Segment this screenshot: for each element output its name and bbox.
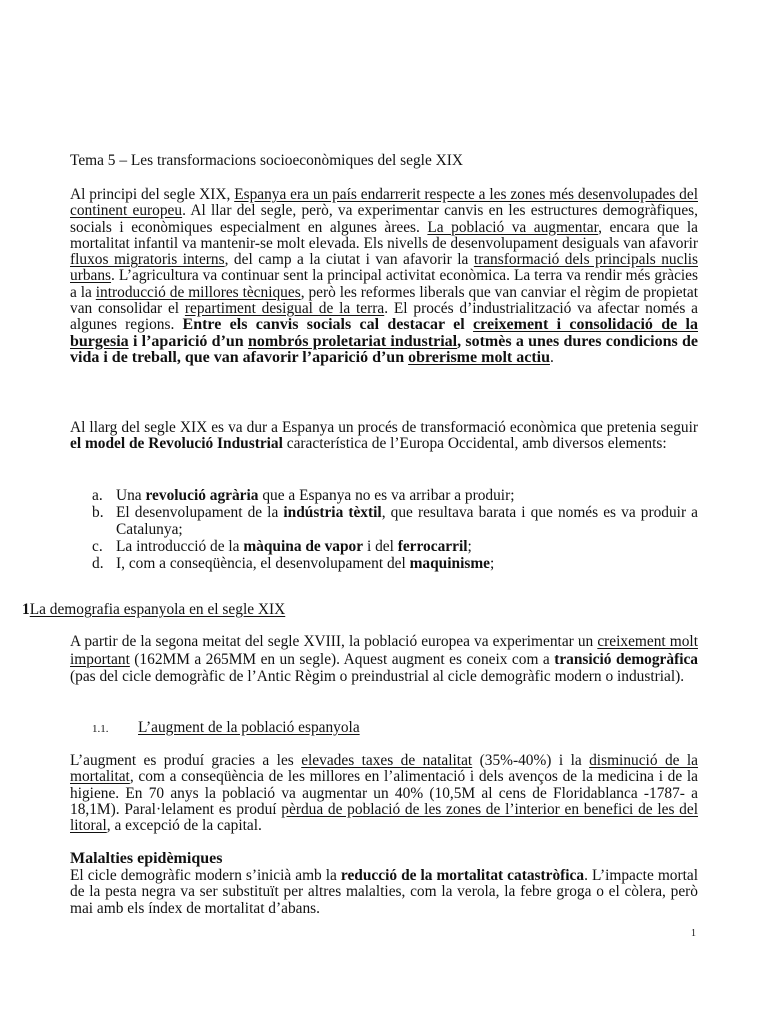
section-number: 1	[22, 601, 30, 618]
text-run: La introducció de la	[116, 537, 244, 555]
bold-text: maquinisme	[409, 555, 490, 573]
industrial-paragraph	[70, 420, 698, 453]
list-marker: d.	[92, 555, 104, 573]
text-run: L’augment es produí gracies a les	[70, 752, 302, 769]
text-run: , encara que la mortalitat infantil va mantenir-se molt elevada. Els nivells de desenvolupament desiguals van afavorir	[70, 218, 698, 252]
underlined-text: repartiment desigual de la terra	[184, 300, 385, 318]
text-run: . L’agricultura va continuar sent la principal activitat econòmica. La terra va rendir més gràcies a la	[70, 267, 698, 301]
intro-paragraph	[70, 187, 698, 366]
bold-text: ferrocarril	[397, 537, 468, 555]
section-title: L’augment de la població espanyola	[138, 719, 360, 736]
text-run: .	[549, 348, 554, 366]
list-item	[70, 556, 698, 572]
text-run: , però les reformes liberals que van canviar el règim de propietat van consolidar el	[70, 283, 698, 318]
underlined-text: elevades taxes de natalitat	[301, 752, 473, 769]
text-run: , a excepció de la capital.	[106, 817, 262, 835]
page-number: 1	[691, 928, 696, 939]
bold-text: Entre els canvis socials cal destacar el	[182, 316, 474, 334]
section-heading-1-1	[92, 719, 360, 738]
list-item	[70, 539, 698, 555]
list-marker: c.	[92, 537, 103, 555]
bold-text: reducció de la mortalitat catastròfica	[340, 867, 585, 884]
list-item	[70, 505, 698, 538]
section-heading-1	[22, 601, 285, 619]
text-run: Al llarg del segle XIX es va dur a Espanya un procés de transformació econòmica que pretenia seguir	[70, 419, 698, 436]
population-paragraph	[70, 753, 698, 834]
section-number: 1.1.	[92, 723, 109, 735]
section-title: La demografia espanyola en el segle XIX	[29, 601, 286, 618]
bold-text: indústria tèxtil	[283, 504, 382, 522]
text-run: El desenvolupament de la	[116, 504, 284, 522]
bold-underlined-text: creixement i consolidació de la burgesia	[70, 316, 699, 350]
text-run: . L’impacte mortal de la pesta negra va ser substituït per altres malalties, com la verola, la febre groga o el còlera, però mai amb els índex de mortalitat d’abans.	[70, 867, 698, 917]
text-run: , com a conseqüència de les millores en l’alimentació i dels avenços de la medicina i de la higiene. En 70 anys la població va augmentar un 40% (10,5M al cens de Floridablanca -1787- a 18,1M). Paral·lelament es produí	[70, 768, 698, 818]
underlined-text: transformació dels principals nuclis urbans	[70, 251, 698, 285]
bold-underlined-text: obrerisme molt actiu	[408, 348, 550, 366]
text-run: que a Espanya no es va arribar a produir;	[258, 487, 515, 504]
text-run: ;	[490, 555, 495, 573]
underlined-text: fluxos migratoris interns	[70, 251, 225, 269]
text-run: ;	[467, 537, 472, 555]
text-run: I, com a conseqüència, el desenvolupament del	[116, 555, 410, 573]
text-run: (35%-40%) i la	[472, 752, 590, 769]
text-run: Al principi del segle XIX,	[70, 186, 235, 203]
underlined-text: disminució de la mortalitat	[70, 752, 699, 786]
underlined-text: Espanya era un país endarrerit respecte a les zones més desenvolupades del continent europeu	[70, 186, 698, 220]
bold-text: i l’aparició d’un	[128, 332, 248, 350]
list-marker: b.	[92, 504, 104, 522]
list-item	[70, 488, 698, 504]
text-run: A partir de la segona meitat del segle XVIII, la població europea va experimentar un	[70, 633, 598, 650]
bold-text: , sotmès a unes dures condicions de vida i de treball, que van afavorir l’aparició d’un	[70, 332, 698, 366]
text-run: i del	[363, 537, 398, 555]
subsection-heading: Malalties epidèmiques	[70, 850, 223, 867]
text-run: Una	[116, 487, 146, 504]
text-run: (162MM a 265MM en un segle). Aquest augment es coneix com a	[129, 650, 555, 668]
text-run: , que resultava barata i que només es va produir a Catalunya;	[116, 504, 698, 538]
bold-underlined-text: nombrós proletariat industrial	[247, 332, 458, 350]
text-run: característica de l’Europa Occidental, amb diversos elements:	[282, 435, 667, 453]
list-marker: a.	[92, 487, 103, 504]
elements-list	[70, 488, 698, 573]
text-run: , del camp a la ciutat i van afavorir la	[224, 251, 474, 269]
document-title: Tema 5 – Les transformacions socioeconòmiques del segle XIX	[70, 152, 463, 169]
underlined-text: La població va augmentar	[427, 218, 599, 236]
text-run: El cicle demogràfic modern s’inicià amb la	[70, 867, 341, 884]
underlined-text: introducció de millores tècniques	[95, 283, 301, 301]
underlined-text: pèrdua de població de les zones de l’interior en benefici de les del litoral	[70, 800, 698, 835]
text-run: . El procés d’industrialització va afectar només a algunes regions.	[70, 300, 699, 334]
text-run: . Al llar del segle, però, va experimentar canvis en les estructures demogràfiques, socials i econòmiques especialment en algunes àrees.	[70, 202, 698, 236]
demography-paragraph	[70, 633, 698, 686]
underlined-text: creixement molt important	[70, 633, 698, 668]
bold-text: màquina de vapor	[243, 537, 364, 555]
bold-text: el model de Revolució Industrial	[70, 435, 283, 453]
bold-text: transició demogràfica	[554, 650, 699, 668]
epidemics-paragraph	[70, 868, 698, 917]
text-run: (pas del cicle demogràfic de l’Antic Règim o preindustrial al cicle demogràfic modern o industrial).	[70, 668, 685, 686]
bold-text: revolució agrària	[145, 487, 259, 504]
